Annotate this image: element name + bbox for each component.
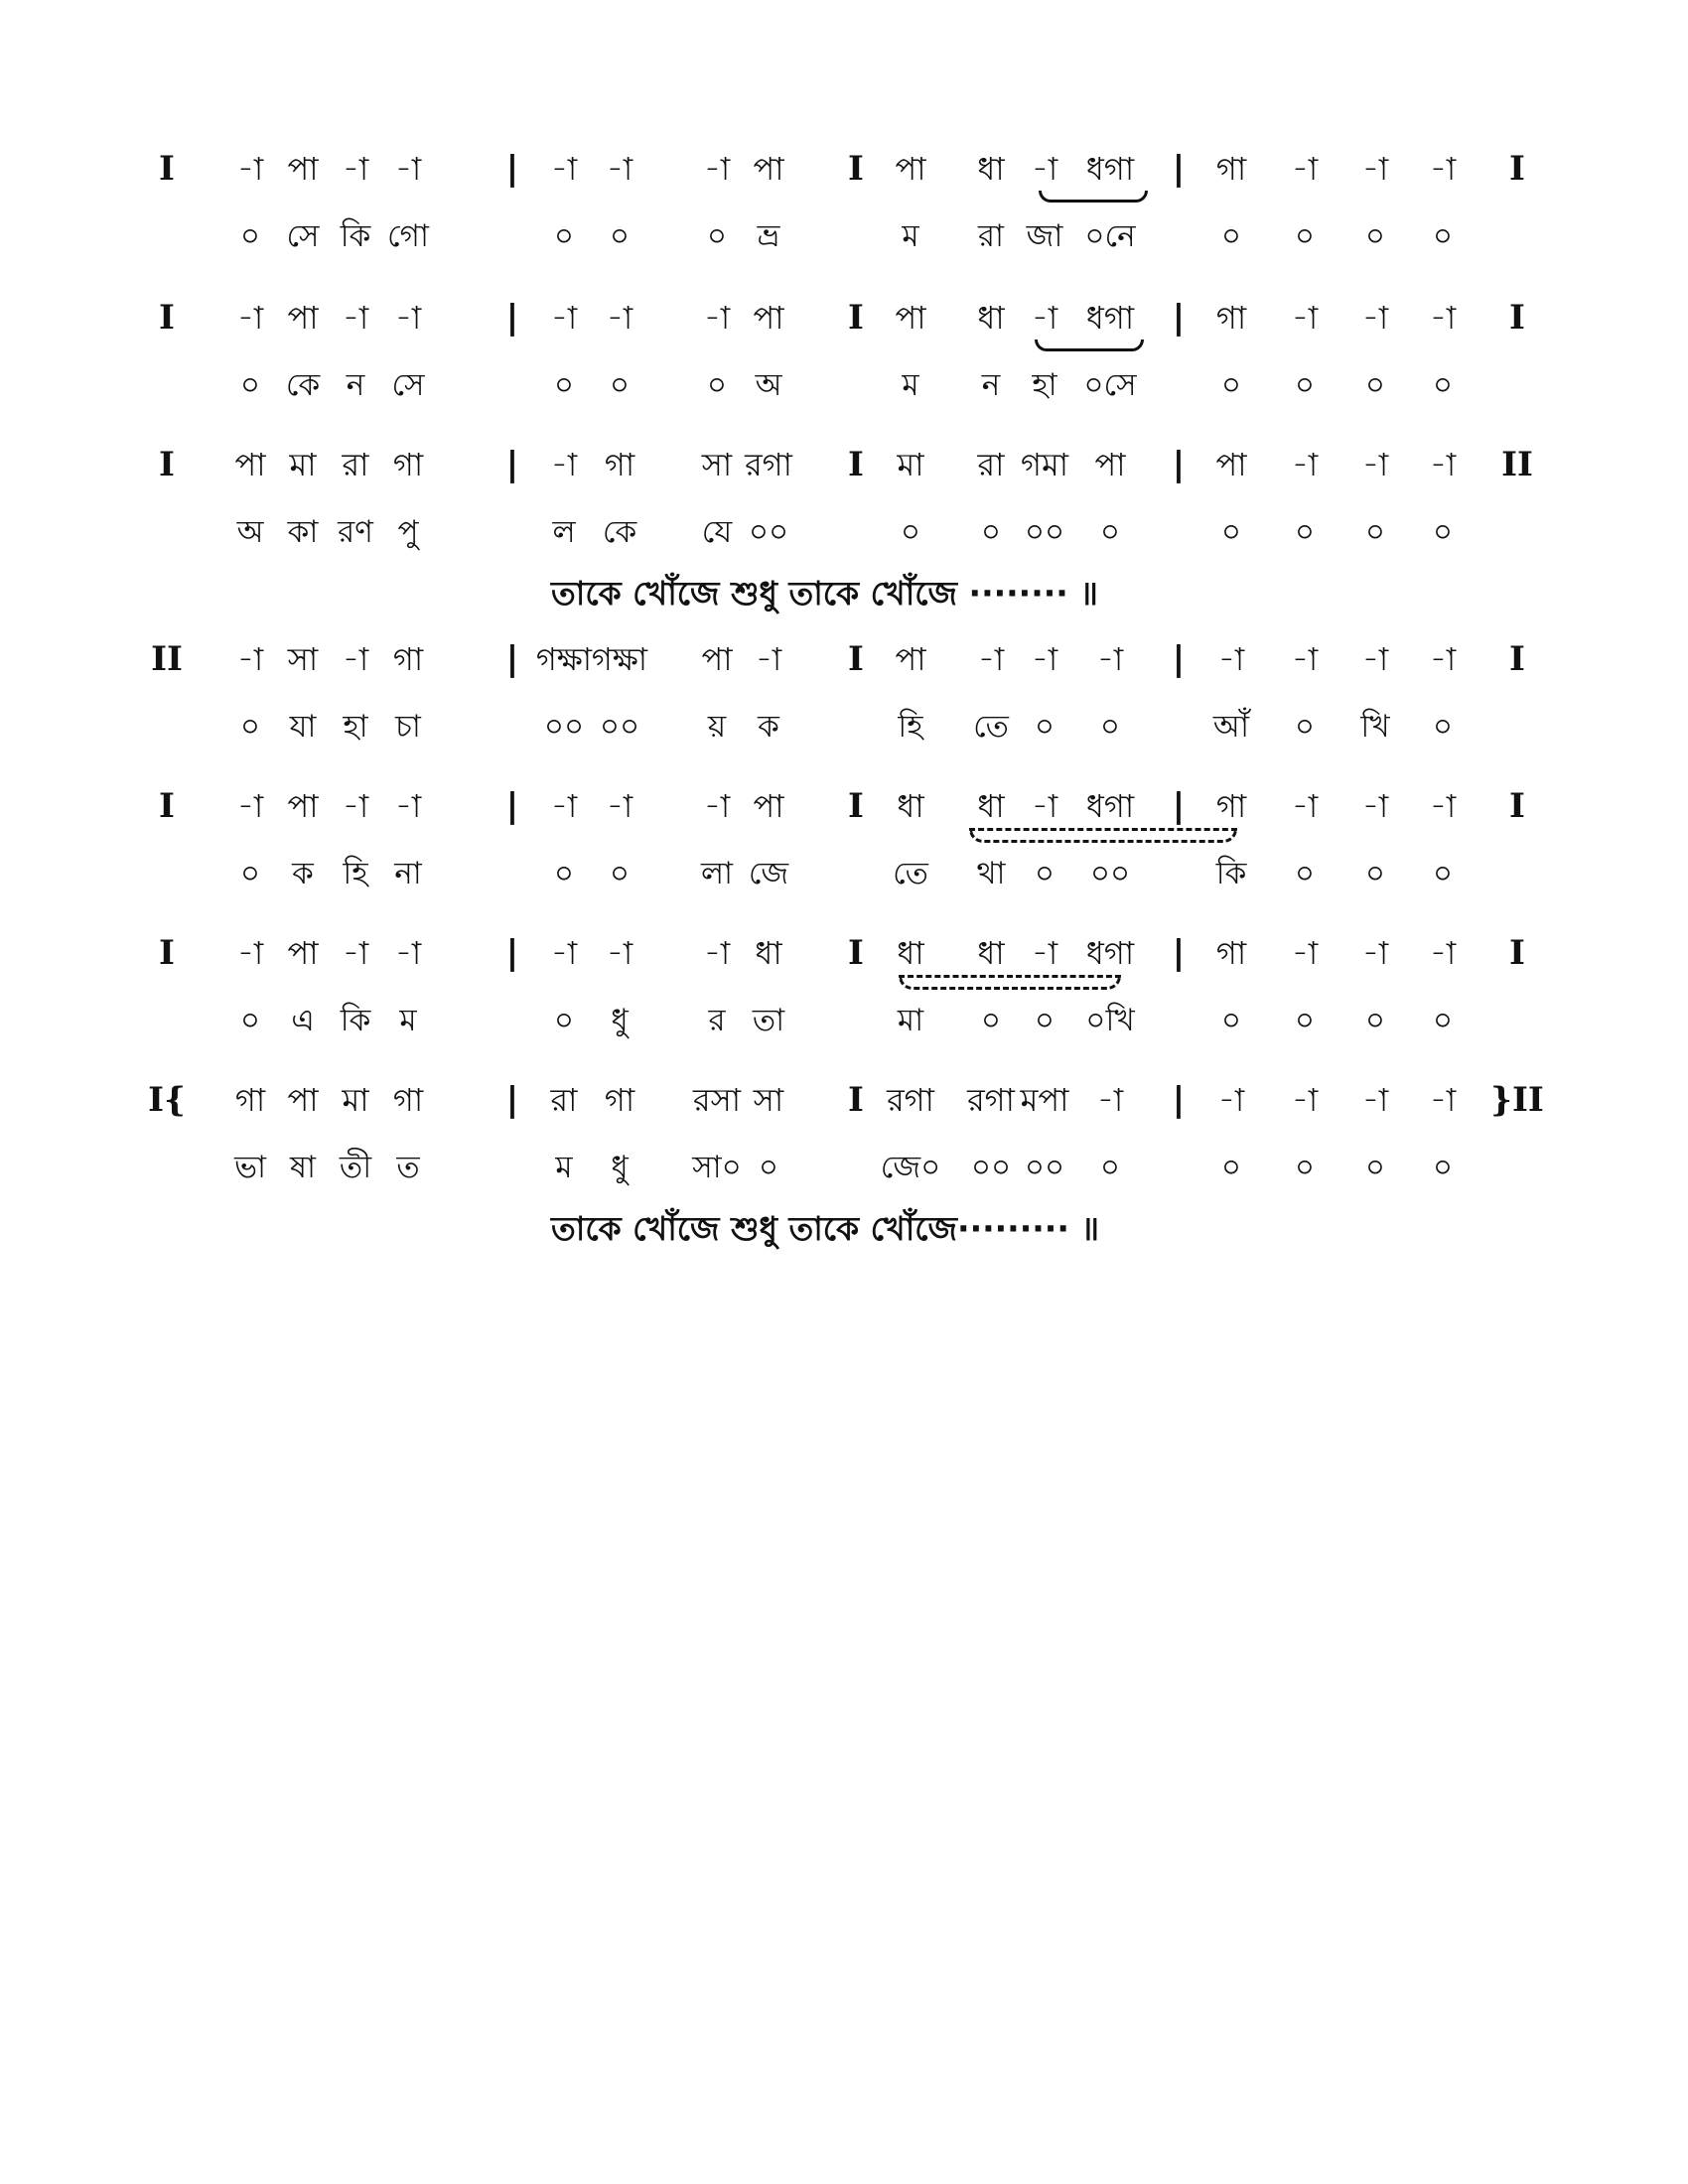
note: -া [606, 934, 633, 972]
note: সা [287, 640, 319, 678]
refrain-text: তাকে খোঁজে শুধু তাকে খোঁজে ········ ॥ [551, 574, 1098, 613]
beat-divider: | [505, 639, 519, 679]
lyric-syllable: ষা [289, 1150, 317, 1185]
measure-marker: I [159, 933, 175, 973]
lyric-syllable: পু [397, 514, 419, 550]
note: -া [342, 934, 369, 972]
lyric-syllable: ০ [1432, 856, 1454, 891]
note: পা [701, 640, 733, 678]
note: গক্ষা [535, 640, 593, 678]
note: -া [1291, 640, 1319, 678]
lyric-syllable: ০ [1364, 1003, 1386, 1038]
lyric-syllable: ০ [1432, 367, 1454, 403]
lyric-syllable: ০০ [1024, 1150, 1065, 1185]
lyric-syllable: এ [291, 1003, 315, 1038]
lyric-syllable: ০খি [1085, 1003, 1135, 1038]
beat-divider: | [1172, 149, 1186, 189]
note: পা [753, 299, 784, 337]
lyric-syllable: ম [902, 367, 919, 403]
lyric-syllable: ম [555, 1150, 573, 1185]
note: -া [342, 299, 369, 337]
slur-mark [899, 975, 1121, 990]
lyric-syllable: ০ [1099, 514, 1121, 550]
note: ধা [977, 299, 1005, 337]
note: ধা [897, 787, 924, 825]
measure-marker: I [159, 786, 175, 826]
note: -া [550, 787, 578, 825]
slur-mark [1035, 340, 1144, 351]
note: মা [342, 1081, 369, 1119]
note: পা [753, 787, 784, 825]
beat-divider: | [1172, 1080, 1186, 1120]
note: পা [895, 640, 926, 678]
note: সা [701, 446, 733, 483]
lyric-syllable: ০ [706, 218, 728, 254]
note: -া [1429, 299, 1457, 337]
lyric-syllable: কে [285, 367, 321, 403]
note: গমা [1020, 446, 1069, 483]
note: ধগা [1085, 150, 1135, 188]
lyric-syllable: ম [399, 1003, 417, 1038]
note: পা [287, 787, 319, 825]
lyric-syllable: ০ [553, 367, 575, 403]
lyric-syllable: জা [1026, 218, 1063, 254]
lyric-syllable: ০ [1432, 514, 1454, 550]
lyric-syllable: ০ [706, 367, 728, 403]
lyric-syllable: ০ [1220, 1150, 1242, 1185]
note: -া [550, 150, 578, 188]
lyric-syllable: ধু [611, 1150, 629, 1185]
note: -া [1217, 640, 1245, 678]
lyric-syllable: ০ [1432, 218, 1454, 254]
lyric-syllable: ০ [553, 856, 575, 891]
lyric-syllable: হা [343, 709, 368, 745]
lyric-syllable: থা [976, 856, 1006, 891]
note: গা [392, 640, 424, 678]
lyric-syllable: ০ [609, 367, 631, 403]
lyric-syllable: হি [343, 856, 368, 891]
note: -া [342, 787, 369, 825]
note: -া [550, 299, 578, 337]
lyric-syllable: রা [977, 218, 1005, 254]
note: গা [604, 446, 635, 483]
measure-marker: I [1509, 149, 1525, 189]
note: -া [1429, 446, 1457, 483]
lyric-syllable: ০ [239, 218, 261, 254]
note: -া [606, 787, 633, 825]
lyric-syllable: কে [602, 514, 637, 550]
note: ধগা [1085, 787, 1135, 825]
lyric-syllable: র [708, 1003, 726, 1038]
note: -া [1361, 299, 1389, 337]
lyric-syllable: ০ [1364, 218, 1386, 254]
note: সা [753, 1081, 784, 1119]
note: -া [342, 640, 369, 678]
lyric-syllable: ০ [1294, 218, 1316, 254]
lyric-syllable: ০ [1432, 709, 1454, 745]
note: গা [234, 1081, 266, 1119]
lyric-syllable: ০ [1364, 514, 1386, 550]
beat-divider: | [1172, 445, 1186, 484]
lyric-syllable: ০ [1294, 709, 1316, 745]
note: -া [1429, 640, 1457, 678]
lyric-syllable: ০ [1294, 514, 1316, 550]
lyric-syllable: ০ [1364, 367, 1386, 403]
note: -া [394, 299, 422, 337]
measure-marker: I [848, 445, 864, 484]
beat-divider: | [1172, 298, 1186, 338]
note: পা [1215, 446, 1247, 483]
measure-marker: II [1501, 445, 1533, 484]
lyric-syllable: ০ [1364, 1150, 1386, 1185]
note: গা [1215, 299, 1247, 337]
lyric-syllable: ০নে [1084, 218, 1136, 254]
lyric-syllable: ০ [553, 1003, 575, 1038]
note: -া [1291, 787, 1319, 825]
lyric-syllable: ০০ [599, 709, 640, 745]
lyric-syllable: ০ [239, 367, 261, 403]
beat-divider: | [505, 786, 519, 826]
lyric-syllable: সা০ [692, 1150, 742, 1185]
lyric-syllable: তী [339, 1150, 372, 1185]
lyric-syllable: জে০ [880, 1150, 941, 1185]
note: -া [1031, 299, 1058, 337]
lyric-syllable: খি [1360, 709, 1390, 745]
note: পা [753, 150, 784, 188]
note: -া [1096, 1081, 1124, 1119]
lyric-syllable: ভা [233, 1150, 267, 1185]
note: -া [1429, 1081, 1457, 1119]
lyric-syllable: অ [236, 514, 264, 550]
lyric-syllable: লা [700, 856, 734, 891]
beat-divider: | [505, 149, 519, 189]
measure-marker: I [848, 786, 864, 826]
note: পা [1094, 446, 1126, 483]
note: -া [1361, 787, 1389, 825]
lyric-syllable: তা [752, 1003, 785, 1038]
measure-marker: I [848, 149, 864, 189]
lyric-syllable: কি [1215, 856, 1247, 891]
lyric-syllable: ত [396, 1150, 420, 1185]
lyric-syllable: ০ [1220, 514, 1242, 550]
note: মা [289, 446, 317, 483]
note: -া [342, 150, 369, 188]
note: গা [392, 1081, 424, 1119]
note: -া [606, 299, 633, 337]
lyric-syllable: চা [395, 709, 421, 745]
measure-marker: II [151, 639, 183, 679]
lyric-syllable: আঁ [1212, 709, 1250, 745]
note: গা [1215, 934, 1247, 972]
measure-marker: I [848, 639, 864, 679]
lyric-syllable: য় [707, 709, 727, 745]
note: পা [287, 299, 319, 337]
lyric-syllable: ০ [1294, 1003, 1316, 1038]
note: -া [1429, 934, 1457, 972]
lyric-syllable: ক [292, 856, 314, 891]
lyric-syllable: ভ্র [757, 218, 780, 254]
lyric-syllable: ০ [1294, 1150, 1316, 1185]
lyric-syllable: ০ [1220, 218, 1242, 254]
note: রা [342, 446, 369, 483]
note: গা [1215, 150, 1247, 188]
lyric-syllable: জে [748, 856, 789, 891]
beat-divider: | [505, 298, 519, 338]
note: -া [1031, 934, 1058, 972]
lyric-syllable: ০ [1099, 709, 1121, 745]
note: ধগা [1085, 299, 1135, 337]
note: পা [895, 299, 926, 337]
note: গা [604, 1081, 635, 1119]
lyric-syllable: ০ [1099, 1150, 1121, 1185]
note: -া [1096, 640, 1124, 678]
note: গা [392, 446, 424, 483]
note: পা [895, 150, 926, 188]
measure-marker: I [848, 1080, 864, 1120]
note: -া [1291, 446, 1319, 483]
lyric-syllable: সে [391, 367, 425, 403]
lyric-syllable: মা [897, 1003, 924, 1038]
lyric-syllable: ০ [1294, 367, 1316, 403]
lyric-syllable: যা [289, 709, 317, 745]
lyric-syllable: ০ [758, 1150, 779, 1185]
note: রা [550, 1081, 578, 1119]
note: -া [236, 787, 264, 825]
note: -া [1291, 150, 1319, 188]
lyric-syllable: ধু [611, 1003, 629, 1038]
lyric-syllable: ০ [1432, 1150, 1454, 1185]
note: -া [1429, 150, 1457, 188]
measure-marker: I [159, 149, 175, 189]
note: -া [550, 446, 578, 483]
beat-divider: | [505, 933, 519, 973]
lyric-syllable: কা [287, 514, 319, 550]
note: পা [287, 150, 319, 188]
lyric-syllable: ০ [609, 218, 631, 254]
note: -া [1291, 1081, 1319, 1119]
refrain-text: তাকে খোঁজে শুধু তাকে খোঁজে········· ॥ [551, 1209, 1100, 1248]
note: -া [703, 299, 731, 337]
lyric-syllable: রণ [338, 514, 373, 550]
lyric-syllable: কি [340, 218, 371, 254]
note: গা [1215, 787, 1247, 825]
lyric-syllable: ০ [980, 1003, 1002, 1038]
note: -া [703, 150, 731, 188]
lyric-syllable: ০০ [748, 514, 789, 550]
measure-marker: I [159, 298, 175, 338]
lyric-syllable: ০০ [970, 1150, 1012, 1185]
note: মপা [1020, 1081, 1069, 1119]
lyric-syllable: তে [973, 709, 1009, 745]
lyric-syllable: ০ [239, 1003, 261, 1038]
beat-divider: | [1172, 786, 1186, 826]
lyric-syllable: ন [981, 367, 1001, 403]
note: -া [1361, 150, 1389, 188]
note: -া [977, 640, 1005, 678]
measure-marker: I [848, 933, 864, 973]
lyric-syllable: না [394, 856, 422, 891]
measure-marker: I [848, 298, 864, 338]
lyric-syllable: ০ [553, 218, 575, 254]
note: পা [287, 1081, 319, 1119]
lyric-syllable: তে [893, 856, 928, 891]
lyric-syllable: হি [898, 709, 923, 745]
note: ধা [755, 934, 782, 972]
lyric-syllable: ০ [1432, 1003, 1454, 1038]
note: রা [977, 446, 1005, 483]
slur-mark [969, 828, 1237, 843]
lyric-syllable: ০০ [1089, 856, 1131, 891]
lyric-syllable: ন [346, 367, 365, 403]
lyric-syllable: অ [755, 367, 782, 403]
note: -া [236, 299, 264, 337]
note: -া [394, 787, 422, 825]
lyric-syllable: ০ [900, 514, 921, 550]
note: ধা [977, 934, 1005, 972]
lyric-syllable: ০ [1220, 367, 1242, 403]
measure-marker: I [1509, 298, 1525, 338]
note: ধা [977, 787, 1005, 825]
note: রসা [692, 1081, 742, 1119]
note: -া [1361, 1081, 1389, 1119]
measure-marker: I [1509, 933, 1525, 973]
lyric-syllable: ০০ [1024, 514, 1065, 550]
lyric-syllable: ০ [1294, 856, 1316, 891]
note: -া [236, 640, 264, 678]
lyric-syllable: ০ [239, 709, 261, 745]
note: -া [1031, 150, 1058, 188]
beat-divider: | [505, 1080, 519, 1120]
note: গক্ষা [591, 640, 648, 678]
lyric-syllable: ০ [1220, 1003, 1242, 1038]
note: -া [1291, 299, 1319, 337]
lyric-syllable: সে [286, 218, 320, 254]
measure-marker: I{ [148, 1080, 186, 1120]
note: পা [234, 446, 266, 483]
note: -া [703, 787, 731, 825]
note: -া [1217, 1081, 1245, 1119]
lyric-syllable: ০সে [1083, 367, 1137, 403]
note: -া [550, 934, 578, 972]
lyric-syllable: যে [701, 514, 733, 550]
beat-divider: | [1172, 933, 1186, 973]
measure-marker: I [1509, 639, 1525, 679]
lyric-syllable: ০ [609, 856, 631, 891]
note: -া [1291, 934, 1319, 972]
measure-marker: }II [1490, 1080, 1544, 1120]
note: -া [1031, 640, 1058, 678]
lyric-syllable: ০ [1364, 856, 1386, 891]
lyric-syllable: গো [387, 218, 429, 254]
note: রগা [745, 446, 792, 483]
note: ধা [897, 934, 924, 972]
note: -া [1361, 934, 1389, 972]
note: -া [1031, 787, 1058, 825]
note: -া [1429, 787, 1457, 825]
note: রগা [967, 1081, 1015, 1119]
slur-mark [1039, 191, 1148, 203]
lyric-syllable: ল [552, 514, 576, 550]
note: পা [287, 934, 319, 972]
note: -া [236, 150, 264, 188]
note: ধা [977, 150, 1005, 188]
note: -া [1361, 640, 1389, 678]
note: -া [703, 934, 731, 972]
note: -া [755, 640, 782, 678]
lyric-syllable: ০ [1034, 856, 1055, 891]
lyric-syllable: কি [340, 1003, 371, 1038]
lyric-syllable: ০ [980, 514, 1002, 550]
note: -া [394, 934, 422, 972]
beat-divider: | [505, 445, 519, 484]
note: -া [606, 150, 633, 188]
note: -া [236, 934, 264, 972]
measure-marker: I [1509, 786, 1525, 826]
beat-divider: | [1172, 639, 1186, 679]
note: রগা [887, 1081, 934, 1119]
lyric-syllable: হা [1032, 367, 1057, 403]
lyric-syllable: ০ [239, 856, 261, 891]
measure-marker: I [159, 445, 175, 484]
lyric-syllable: ০ [1034, 1003, 1055, 1038]
lyric-syllable: ০০ [543, 709, 585, 745]
note: -া [1361, 446, 1389, 483]
lyric-syllable: ০ [1034, 709, 1055, 745]
note: মা [897, 446, 924, 483]
note: ধগা [1085, 934, 1135, 972]
lyric-syllable: ম [902, 218, 919, 254]
lyric-syllable: ক [758, 709, 779, 745]
note: -া [394, 150, 422, 188]
